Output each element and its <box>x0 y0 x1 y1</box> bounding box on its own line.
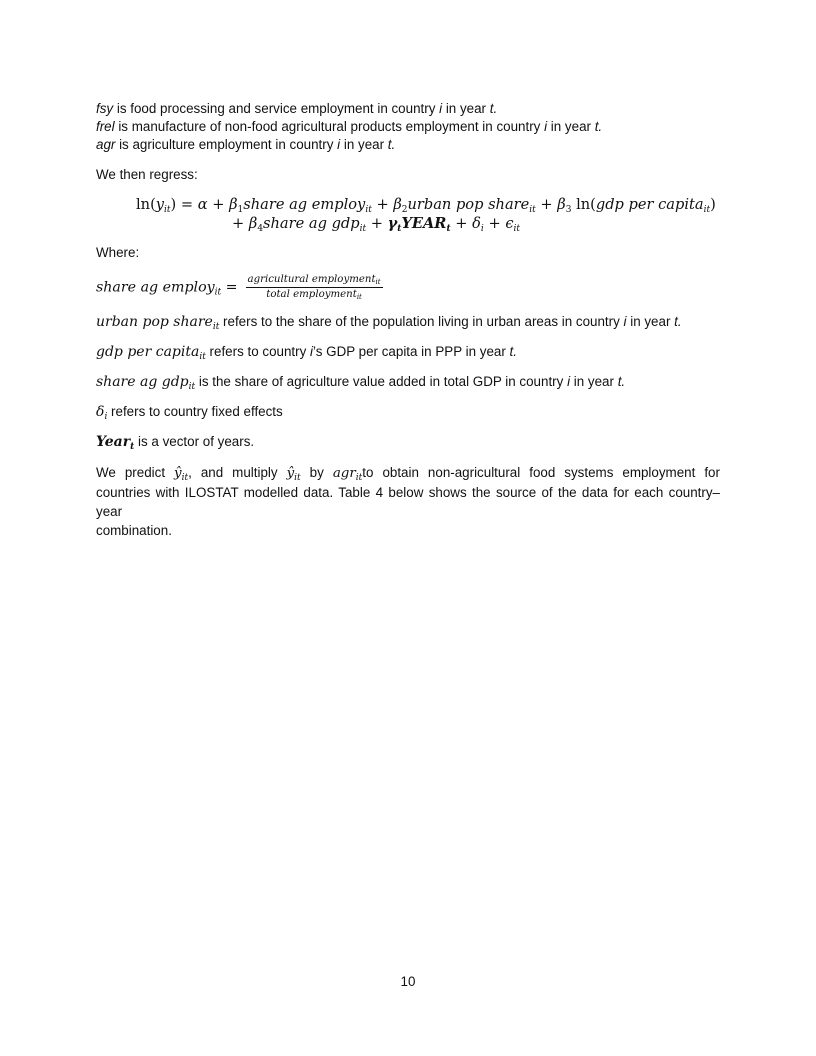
var-t: t. <box>674 314 682 329</box>
def-year: Year$_t$ is a vector of years. <box>96 434 255 452</box>
var-t: t. <box>509 344 517 359</box>
fraction <box>246 274 383 301</box>
def-text: refers to the share of the population living in urban areas in country <box>219 314 624 329</box>
term-agr: agr <box>96 137 116 152</box>
def-text: refers to country fixed effects <box>107 404 283 419</box>
def-frel <box>96 118 602 136</box>
def-text: refers to country <box>205 344 311 359</box>
predict-line-3: combination. <box>96 523 172 538</box>
predict-line-2: countries with ILOSTAT modelled data. Table 4 below shows the source of the data for each country–year <box>96 485 720 519</box>
var-i: i <box>567 374 571 389</box>
predict-paragraph <box>96 463 720 540</box>
page-number: 10 <box>400 974 416 989</box>
def-text: in year <box>340 137 388 152</box>
share-ag-employ-term: share ag employ <box>96 279 215 296</box>
var-i: i <box>337 137 341 152</box>
def-text: ’s GDP per capita in PPP in year <box>313 344 510 359</box>
fraction-numerator: agricultural employment$_{it}$ <box>247 274 381 286</box>
var-i: i <box>544 119 548 134</box>
def-fsy <box>96 100 497 118</box>
def-agr <box>96 136 395 154</box>
def-text: is food processing and service employment in country <box>113 101 440 116</box>
var-t: t. <box>594 119 603 134</box>
predict-line-1: We predict $ŷ_{it}$, and multiply $ŷ_{it}$ by agr$_{it}$to obtain non-agricultural food systems employment for <box>96 465 720 483</box>
var-i: i <box>439 101 443 116</box>
var-t: t. <box>387 137 396 152</box>
var-i: i <box>310 344 314 359</box>
term-share-ag-gdp: share ag gdp <box>96 374 189 390</box>
term-delta: δ <box>96 404 105 420</box>
term-urban-pop-share: urban pop share <box>96 314 213 330</box>
def-text: is manufacture of non-food agricultural products employment in country <box>114 119 545 134</box>
def-text: in year <box>547 119 595 134</box>
var-i: i <box>623 314 627 329</box>
regress-intro: We then regress: <box>96 167 198 182</box>
var-t: t. <box>489 101 498 116</box>
term-gdp-per-capita: gdp per capita <box>96 344 200 360</box>
def-text: is agriculture employment in country <box>115 137 338 152</box>
equation-line-1: $\ln(y_{it}) = \alpha$ + $\beta_1share$ ag employ$_{it}$ + $\beta_2urban$ pop share$_{it}$ + $\beta_3$ ln(gdp per capita$_{it}$) <box>136 196 716 215</box>
def-share-ag-gdp: share ag gdp$_{it}$ is the share of agriculture value added in total GDP in country i in year t. <box>96 374 626 392</box>
equation-line-2: + $\beta_4share$ ag $gdp_{it} + \gamma_tYEAR_t + \delta_i + \epsilon_{it}$ <box>232 215 521 234</box>
term-frel: frel <box>96 119 115 134</box>
def-text: is the share of agriculture value added in total GDP in country <box>195 374 568 389</box>
def-text: is a vector of years. <box>134 434 255 449</box>
def-gdp-per-capita: gdp per capita$_{it}$ refers to country i’s GDP per capita in PPP in year t. <box>96 344 517 362</box>
def-text: in year <box>626 314 675 329</box>
var-t: t. <box>617 374 626 389</box>
term-year: Year <box>96 434 131 450</box>
def-text: in year <box>442 101 490 116</box>
def-text: in year <box>570 374 618 389</box>
term-fsy: fsy <box>96 101 114 116</box>
def-delta: $\delta_i$ refers to country fixed effects <box>96 404 283 422</box>
share-ag-employ-definition: share ag employ$_{it}$ = $\frac{agricultural employment_{it}}{total employment_{it}}$ <box>96 274 381 301</box>
where-label: Where: <box>96 245 140 260</box>
def-urban-pop-share: urban pop share$_{it}$ refers to the share of the population living in urban areas in country i in year t. <box>96 314 682 332</box>
fraction-denominator: total employment$_{it}$ <box>266 289 362 301</box>
